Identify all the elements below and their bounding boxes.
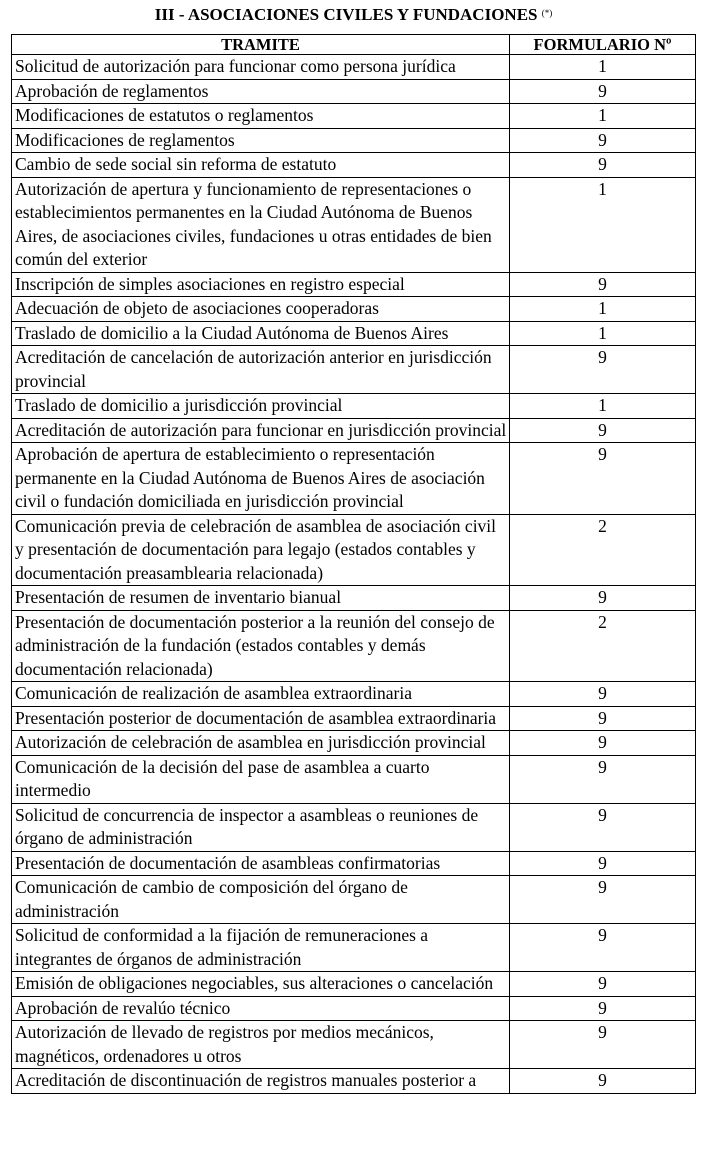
tramite-cell: Aprobación de revalúo técnico bbox=[12, 996, 510, 1021]
tramite-cell: Comunicación de la decisión del pase de asamblea a cuarto intermedio bbox=[12, 755, 510, 803]
table-header-row bbox=[12, 35, 696, 55]
formulario-cell: 9 bbox=[510, 972, 696, 997]
formulario-cell: 9 bbox=[510, 876, 696, 924]
tramite-cell: Modificaciones de estatutos o reglamentos bbox=[12, 104, 510, 129]
table-row bbox=[12, 586, 696, 611]
tramite-cell: Solicitud de concurrencia de inspector a asambleas o reuniones de órgano de administración bbox=[12, 803, 510, 851]
formulario-cell: 9 bbox=[510, 803, 696, 851]
formulario-cell: 9 bbox=[510, 1069, 696, 1094]
tramite-cell: Aprobación de apertura de establecimiento o representación permanente en la Ciudad Autónoma de Buenos Aires de asociación civil o fundación domiciliada en jurisdicción provincial bbox=[12, 443, 510, 515]
tramite-cell: Autorización de apertura y funcionamiento de representaciones o establecimientos permanentes en la Ciudad Autónoma de Buenos Aires, de asociaciones civiles, fundaciones u otras entidades de bien común del exterior bbox=[12, 177, 510, 272]
table-row bbox=[12, 1069, 696, 1094]
table-row bbox=[12, 1021, 696, 1069]
tramite-cell: Emisión de obligaciones negociables, sus alteraciones o cancelación bbox=[12, 972, 510, 997]
tramite-cell: Autorización de llevado de registros por medios mecánicos, magnéticos, ordenadores u otros bbox=[12, 1021, 510, 1069]
formulario-cell: 9 bbox=[510, 418, 696, 443]
tramite-cell: Comunicación de cambio de composición del órgano de administración bbox=[12, 876, 510, 924]
table-row bbox=[12, 972, 696, 997]
tramite-cell: Adecuación de objeto de asociaciones cooperadoras bbox=[12, 297, 510, 322]
table-row bbox=[12, 996, 696, 1021]
formulario-cell: 1 bbox=[510, 104, 696, 129]
formulario-cell: 9 bbox=[510, 586, 696, 611]
formulario-cell: 9 bbox=[510, 153, 696, 178]
table-row bbox=[12, 610, 696, 682]
tramite-cell: Presentación de documentación posterior a la reunión del consejo de administración de la fundación (estados contables y demás documentación relacionada) bbox=[12, 610, 510, 682]
formulario-cell: 9 bbox=[510, 443, 696, 515]
table-row bbox=[12, 55, 696, 80]
tramite-cell: Presentación posterior de documentación de asamblea extraordinaria bbox=[12, 706, 510, 731]
table-row bbox=[12, 924, 696, 972]
tramite-cell: Modificaciones de reglamentos bbox=[12, 128, 510, 153]
table-row bbox=[12, 104, 696, 129]
formulario-cell: 9 bbox=[510, 1021, 696, 1069]
tramite-cell: Solicitud de conformidad a la fijación de remuneraciones a integrantes de órganos de administración bbox=[12, 924, 510, 972]
table-row bbox=[12, 272, 696, 297]
formulario-cell: 9 bbox=[510, 755, 696, 803]
tramite-cell: Inscripción de simples asociaciones en registro especial bbox=[12, 272, 510, 297]
formulario-cell: 1 bbox=[510, 321, 696, 346]
table-row bbox=[12, 682, 696, 707]
formulario-cell: 1 bbox=[510, 55, 696, 80]
formulario-cell: 1 bbox=[510, 297, 696, 322]
formulario-cell: 9 bbox=[510, 706, 696, 731]
table-row bbox=[12, 731, 696, 756]
tramite-cell: Autorización de celebración de asamblea en jurisdicción provincial bbox=[12, 731, 510, 756]
table-row bbox=[12, 79, 696, 104]
formulario-cell: 9 bbox=[510, 682, 696, 707]
tramite-cell: Cambio de sede social sin reforma de estatuto bbox=[12, 153, 510, 178]
formulario-cell: 2 bbox=[510, 514, 696, 586]
table-row bbox=[12, 443, 696, 515]
formulario-cell: 9 bbox=[510, 346, 696, 394]
table-row bbox=[12, 153, 696, 178]
formulario-cell: 1 bbox=[510, 394, 696, 419]
title-text: III - ASOCIACIONES CIVILES Y FUNDACIONES bbox=[154, 5, 538, 24]
tramites-table bbox=[11, 34, 696, 1094]
table-row bbox=[12, 321, 696, 346]
table-row bbox=[12, 514, 696, 586]
tramite-cell: Traslado de domicilio a la Ciudad Autónoma de Buenos Aires bbox=[12, 321, 510, 346]
tramite-cell: Acreditación de cancelación de autorización anterior en jurisdicción provincial bbox=[12, 346, 510, 394]
table-row bbox=[12, 128, 696, 153]
tramite-cell: Presentación de documentación de asambleas confirmatorias bbox=[12, 851, 510, 876]
tramite-cell: Presentación de resumen de inventario bianual bbox=[12, 586, 510, 611]
formulario-cell: 1 bbox=[510, 177, 696, 272]
table-row bbox=[12, 803, 696, 851]
formulario-cell: 9 bbox=[510, 851, 696, 876]
table-row bbox=[12, 706, 696, 731]
column-header-tramite: TRAMITE bbox=[12, 35, 510, 55]
formulario-cell: 9 bbox=[510, 924, 696, 972]
formulario-cell: 9 bbox=[510, 996, 696, 1021]
tramite-cell: Aprobación de reglamentos bbox=[12, 79, 510, 104]
table-row bbox=[12, 418, 696, 443]
formulario-cell: 9 bbox=[510, 731, 696, 756]
tramite-cell: Acreditación de discontinuación de registros manuales posterior a bbox=[12, 1069, 510, 1094]
tramite-cell: Solicitud de autorización para funcionar como persona jurídica bbox=[12, 55, 510, 80]
formulario-cell: 9 bbox=[510, 128, 696, 153]
table-row bbox=[12, 755, 696, 803]
table-row bbox=[12, 346, 696, 394]
page-title bbox=[0, 4, 707, 26]
tramite-cell: Traslado de domicilio a jurisdicción provincial bbox=[12, 394, 510, 419]
formulario-cell: 9 bbox=[510, 272, 696, 297]
table-row bbox=[12, 177, 696, 272]
table-row bbox=[12, 297, 696, 322]
formulario-cell: 2 bbox=[510, 610, 696, 682]
title-footnote-mark: (*) bbox=[541, 8, 553, 18]
tramite-cell: Acreditación de autorización para funcionar en jurisdicción provincial bbox=[12, 418, 510, 443]
table-row bbox=[12, 394, 696, 419]
tramite-cell: Comunicación previa de celebración de asamblea de asociación civil y presentación de documentación para legajo (estados contables y documentación preasamblearia relacionada) bbox=[12, 514, 510, 586]
tramite-cell: Comunicación de realización de asamblea extraordinaria bbox=[12, 682, 510, 707]
table-row bbox=[12, 851, 696, 876]
column-header-formulario: FORMULARIO Nº bbox=[510, 35, 696, 55]
table-row bbox=[12, 876, 696, 924]
formulario-cell: 9 bbox=[510, 79, 696, 104]
